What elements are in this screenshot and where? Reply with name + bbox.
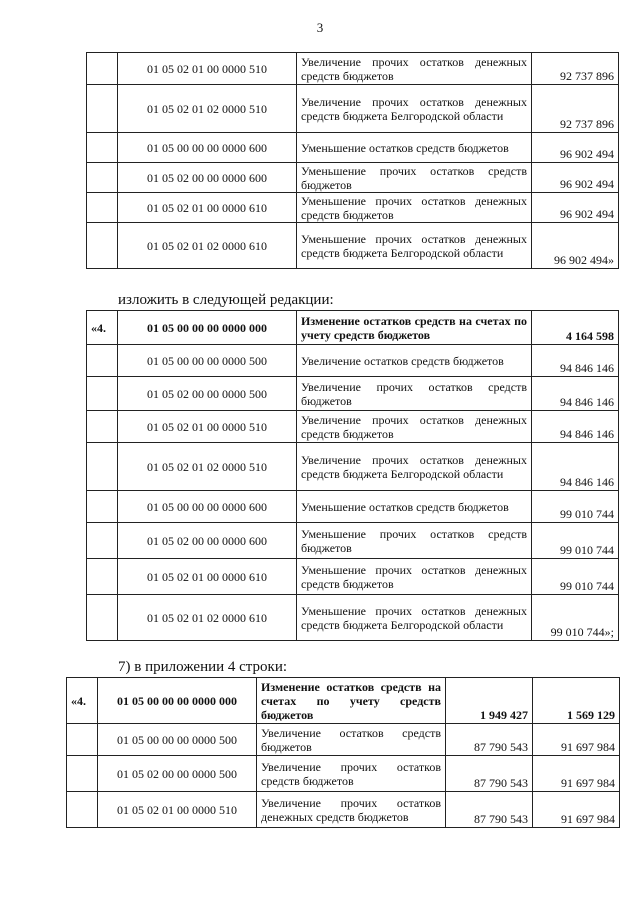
budget-code: 01 05 02 01 02 0000 610 [118,595,297,641]
paragraph-new-edition: изложить в следующей редакции: [118,292,334,308]
row-description: Уменьшение прочих остатков денежных средств бюджетов [297,193,532,223]
row-number [67,756,98,792]
table-header-row [67,678,620,724]
row-number [87,523,118,559]
row-number [87,377,118,411]
row-description: Увеличение прочих остатков денежных средств бюджетов [297,53,532,85]
budget-code: 01 05 00 00 00 0000 000 [98,678,257,724]
table-row [87,523,619,559]
row-amount-year-2: 91 697 984 [533,724,620,756]
row-number [87,595,118,641]
row-description: Уменьшение остатков средств бюджетов [297,133,532,163]
row-amount: 96 902 494 [532,163,619,193]
budget-code: 01 05 00 00 00 0000 600 [118,491,297,523]
table-row [67,724,620,756]
budget-code: 01 05 02 00 00 0000 500 [118,377,297,411]
row-description: Уменьшение прочих остатков средств бюджетов [297,163,532,193]
table-row [87,53,619,85]
budget-code: 01 05 02 01 02 0000 610 [118,223,297,269]
row-description: Уменьшение остатков средств бюджетов [297,491,532,523]
page-number: 3 [316,20,324,35]
row-number [87,345,118,377]
row-number [87,443,118,491]
row-number [87,133,118,163]
table-new-edition [86,310,619,641]
table-row [87,193,619,223]
row-description: Увеличение прочих остатков денежных средств бюджетов [257,792,446,828]
row-description: Увеличение прочих остатков денежных средств бюджета Белгородской области [297,85,532,133]
table-row [87,491,619,523]
row-description: Изменение остатков средств на счетах по учету средств бюджетов [297,311,532,345]
row-amount: 99 010 744 [532,559,619,595]
budget-code: 01 05 02 01 00 0000 510 [118,411,297,443]
row-number [87,163,118,193]
table-row [87,443,619,491]
table-row [87,595,619,641]
table-row [87,377,619,411]
table-row [87,345,619,377]
budget-code: 01 05 02 01 02 0000 510 [118,443,297,491]
budget-code: 01 05 02 01 00 0000 610 [118,193,297,223]
row-number [87,193,118,223]
row-number [87,559,118,595]
budget-code: 01 05 00 00 00 0000 500 [98,724,257,756]
row-description: Уменьшение прочих остатков денежных средств бюджета Белгородской области [297,595,532,641]
row-description: Увеличение остатков средств бюджетов [257,724,446,756]
budget-code: 01 05 02 01 00 0000 610 [118,559,297,595]
table-header-row [87,311,619,345]
row-amount: 92 737 896 [532,85,619,133]
row-description: Увеличение остатков средств бюджетов [297,345,532,377]
row-description: Увеличение прочих остатков денежных средств бюджетов [297,411,532,443]
row-description: Увеличение прочих остатков денежных средств бюджета Белгородской области [297,443,532,491]
row-number [67,724,98,756]
row-amount-year-2: 91 697 984 [533,792,620,828]
table-row [87,411,619,443]
budget-code: 01 05 02 01 00 0000 510 [98,792,257,828]
table-appendix-4 [66,677,620,828]
budget-code: 01 05 00 00 00 0000 500 [118,345,297,377]
row-description: Увеличение прочих остатков средств бюджетов [297,377,532,411]
row-amount-year-1: 87 790 543 [446,724,533,756]
budget-code: 01 05 02 00 00 0000 600 [118,523,297,559]
row-number [87,411,118,443]
row-number [87,85,118,133]
table-row [87,163,619,193]
row-amount: 99 010 744»; [532,595,619,641]
budget-code: 01 05 00 00 00 0000 600 [118,133,297,163]
row-description: Увеличение прочих остатков средств бюджетов [257,756,446,792]
row-number: «4. [67,678,98,724]
row-amount: 94 846 146 [532,411,619,443]
row-amount-year-2: 91 697 984 [533,756,620,792]
table-previous-edition [86,52,619,269]
row-amount: 94 846 146 [532,345,619,377]
table-row [87,133,619,163]
row-amount: 94 846 146 [532,443,619,491]
table-row [87,85,619,133]
table-row [67,756,620,792]
row-amount: 96 902 494» [532,223,619,269]
paragraph-appendix-4: 7) в приложении 4 строки: [118,659,288,675]
row-number [87,53,118,85]
row-description: Изменение остатков средств на счетах по учету средств бюджетов [257,678,446,724]
row-amount: 96 902 494 [532,193,619,223]
row-amount-year-1: 87 790 543 [446,756,533,792]
budget-code: 01 05 02 01 00 0000 510 [118,53,297,85]
row-amount: 99 010 744 [532,523,619,559]
budget-code: 01 05 02 00 00 0000 500 [98,756,257,792]
row-amount: 94 846 146 [532,377,619,411]
row-number: «4. [87,311,118,345]
budget-code: 01 05 00 00 00 0000 000 [118,311,297,345]
budget-code: 01 05 02 00 00 0000 600 [118,163,297,193]
budget-code: 01 05 02 01 02 0000 510 [118,85,297,133]
row-number [87,491,118,523]
table-row [87,223,619,269]
row-amount-year-1: 87 790 543 [446,792,533,828]
row-amount: 4 164 598 [532,311,619,345]
row-amount: 99 010 744 [532,491,619,523]
table-row [67,792,620,828]
row-description: Уменьшение прочих остатков средств бюджетов [297,523,532,559]
row-amount-year-1: 1 949 427 [446,678,533,724]
row-amount-year-2: 1 569 129 [533,678,620,724]
table-row [87,559,619,595]
row-number [67,792,98,828]
row-description: Уменьшение прочих остатков денежных средств бюджета Белгородской области [297,223,532,269]
row-number [87,223,118,269]
row-amount: 96 902 494 [532,133,619,163]
row-amount: 92 737 896 [532,53,619,85]
row-description: Уменьшение прочих остатков денежных средств бюджетов [297,559,532,595]
